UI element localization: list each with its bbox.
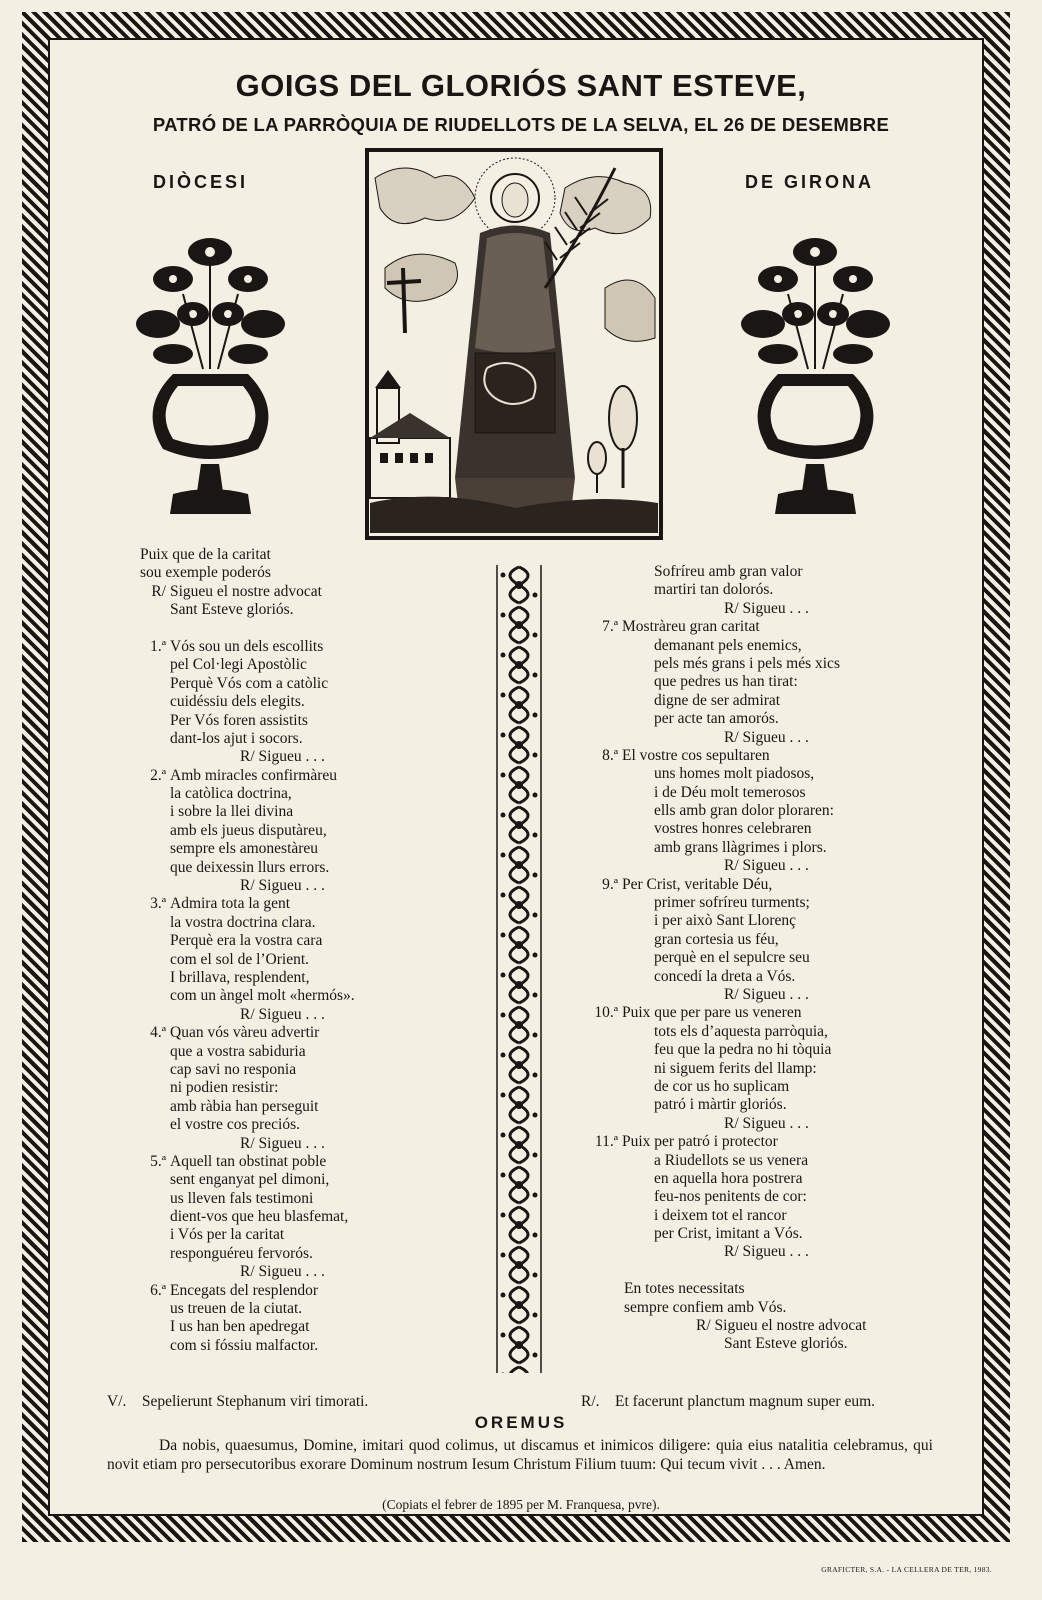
verse-text: Sant Esteve gloriós. xyxy=(170,601,294,619)
flower-vase-right xyxy=(738,234,893,524)
verse-text: R/ Sigueu . . . xyxy=(240,1005,325,1023)
verse-line xyxy=(624,802,866,820)
verse-text: us lleven fals testimoni xyxy=(170,1189,314,1207)
diocese-label-left: DIÒCESI xyxy=(153,172,249,192)
verse-line xyxy=(140,969,355,987)
verse-text: vostres honres celebraren xyxy=(654,820,812,838)
verse-text: Puix per patró i protector xyxy=(622,1133,778,1151)
verse-text: El vostre cos sepultaren xyxy=(622,746,770,764)
verse-line xyxy=(140,583,355,601)
verse-text: amb ràbia han perseguit xyxy=(170,1097,319,1115)
verse-line xyxy=(624,931,866,949)
verse-line xyxy=(624,1262,866,1280)
verse-text: per Crist, imitant a Vós. xyxy=(654,1225,803,1243)
verse-line xyxy=(140,895,355,913)
verse-number: 4.ª xyxy=(150,1024,166,1042)
verse-line xyxy=(594,1004,866,1022)
verse-text: Encegats del resplendor xyxy=(170,1281,319,1299)
verse-line xyxy=(140,859,355,877)
verse-line xyxy=(140,803,355,821)
verse-line xyxy=(140,601,355,619)
page-subtitle: PATRÓ DE LA PARRÒQUIA DE RIUDELLOTS DE LA SELVA, EL 26 DE DESEMBRE xyxy=(152,114,890,135)
verse-line xyxy=(624,710,866,728)
diocese-label-right: DE GIRONA xyxy=(745,172,875,192)
verse-text: Amb miracles confirmàreu xyxy=(170,766,337,784)
verse-line xyxy=(140,730,355,748)
verse-text: cap savi no responia xyxy=(170,1060,297,1078)
verse-line xyxy=(140,748,355,766)
verse-line xyxy=(140,1263,355,1281)
verse-line xyxy=(624,1078,866,1096)
verse-line xyxy=(624,1243,866,1261)
verse-text: dant-los ajut i socors. xyxy=(170,729,303,747)
verse-text: de cor us ho suplicam xyxy=(654,1077,790,1095)
verse-text: R/ Sigueu . . . xyxy=(724,1114,809,1132)
verse-text: el vostre cos preciós. xyxy=(170,1116,300,1134)
verse-line xyxy=(624,1060,866,1078)
verse-line xyxy=(624,1188,866,1206)
verse-number: 6.ª xyxy=(150,1281,166,1299)
verse-text: En totes necessitats xyxy=(624,1280,745,1298)
versicle-r-text: Et facerunt planctum magnum super eum. xyxy=(615,1393,876,1410)
oremus-heading: OREMUS xyxy=(474,1413,568,1432)
verse-text: Sofríreu amb gran valor xyxy=(654,563,803,580)
verse-text: Vós sou un dels escollits xyxy=(170,637,324,655)
verse-text: concedí la dreta a Vós. xyxy=(654,967,796,985)
verse-text: us treuen de la ciutat. xyxy=(170,1300,303,1318)
verse-text: gran cortesia us féu, xyxy=(654,930,779,948)
verse-text: com un àngel molt «hermós». xyxy=(170,987,355,1005)
verse-text: digne de ser admirat xyxy=(654,691,781,709)
verse-text: que a vostra sabiduria xyxy=(170,1042,306,1060)
verse-text: primer sofríreu turments; xyxy=(654,894,810,912)
verse-line xyxy=(140,638,355,656)
verse-text: uns homes molt piadosos, xyxy=(654,765,815,783)
verse-line xyxy=(140,1226,355,1244)
verse-line xyxy=(624,894,866,912)
verse-text: pel Col·legi Apostòlic xyxy=(170,656,307,674)
verse-number: 2.ª xyxy=(150,766,166,784)
verse-line xyxy=(624,637,866,655)
verse-text: amb grans llàgrimes i plors. xyxy=(654,838,827,856)
verse-line xyxy=(140,1300,355,1318)
verse-number: 7.ª xyxy=(602,618,618,636)
verse-line xyxy=(140,822,355,840)
verse-text: Puix que de la caritat xyxy=(140,546,271,563)
verse-text: ni siguem ferits del llamp: xyxy=(654,1059,817,1077)
verse-line xyxy=(140,1116,355,1134)
verse-line xyxy=(140,1318,355,1336)
verse-line xyxy=(140,1061,355,1079)
verse-text: sou exemple poderós xyxy=(140,564,271,582)
verse-line xyxy=(624,1152,866,1170)
verse-line xyxy=(140,785,355,803)
page-title: GOIGS DEL GLORIÓS SANT ESTEVE, xyxy=(235,68,807,103)
verse-text: R/ Sigueu . . . xyxy=(724,857,809,875)
versicle-v-label: V/. xyxy=(107,1393,127,1410)
verse-line xyxy=(624,729,866,747)
verse-line xyxy=(624,839,866,857)
verse-text: la vostra doctrina clara. xyxy=(170,913,316,931)
verse-line xyxy=(140,1153,355,1171)
verse-line xyxy=(624,1207,866,1225)
verse-line xyxy=(624,1335,866,1353)
verse-text: I us han ben apedregat xyxy=(170,1318,310,1336)
verse-line xyxy=(624,912,866,930)
verse-number: 10.ª xyxy=(594,1004,618,1022)
verse-number: 9.ª xyxy=(602,875,618,893)
verse-text: ells amb gran dolor ploraren: xyxy=(654,802,834,820)
verse-text: feu que la pedra no hi tòquia xyxy=(654,1041,832,1059)
verse-number: 8.ª xyxy=(602,746,618,764)
verse-text: cuidéssiu dels elegits. xyxy=(170,693,305,711)
verse-text: responguéreu fervorós. xyxy=(170,1244,313,1262)
verse-text: en aquella hora postrera xyxy=(654,1169,803,1187)
verse-line xyxy=(140,564,355,582)
verse-text: I brillava, resplendent, xyxy=(170,968,310,986)
verse-line xyxy=(140,656,355,674)
verse-text: Puix que per pare us veneren xyxy=(622,1004,802,1022)
verse-text: tots els d’aquesta parròquia, xyxy=(654,1022,828,1040)
verse-line xyxy=(624,673,866,691)
verse-text: i per això Sant Llorenç xyxy=(654,912,797,930)
verse-line xyxy=(624,655,866,673)
ornamental-divider xyxy=(493,565,545,1373)
verse-text: dient-vos que heu blasfemat, xyxy=(170,1208,349,1226)
verse-line xyxy=(140,546,355,564)
versicle-r-label: R/. xyxy=(581,1393,600,1410)
versicle-r xyxy=(581,1393,875,1411)
verse-line xyxy=(624,857,866,875)
verse-text: amb els jueus disputàreu, xyxy=(170,821,327,839)
verse-line xyxy=(624,1317,866,1335)
verse-line xyxy=(624,820,866,838)
verse-line xyxy=(624,1225,866,1243)
verse-text: R/ Sigueu . . . xyxy=(724,985,809,1003)
verse-text: la catòlica doctrina, xyxy=(170,785,292,803)
verse-line xyxy=(140,675,355,693)
versicle-v xyxy=(107,1393,368,1411)
verse-line xyxy=(624,968,866,986)
verse-line xyxy=(140,932,355,950)
verse-number: 1.ª xyxy=(150,637,166,655)
verse-text: martiri tan dolorós. xyxy=(654,581,774,599)
verse-line xyxy=(624,949,866,967)
verse-text: patró i màrtir gloriós. xyxy=(654,1096,787,1114)
verse-number: R/ xyxy=(151,582,166,600)
verse-text: que deixessin llurs errors. xyxy=(170,858,330,876)
verse-text: R/ Sigueu . . . xyxy=(724,1243,809,1261)
verse-text: Sant Esteve gloriós. xyxy=(724,1335,848,1353)
verse-text: sent enganyat pel dimoni, xyxy=(170,1171,330,1189)
verse-text: Quan vós vàreu advertir xyxy=(170,1024,320,1042)
verse-text: perquè en el sepulcre seu xyxy=(654,949,810,967)
verse-line xyxy=(624,1115,866,1133)
verse-line xyxy=(624,581,866,599)
verse-text: i deixem tot el rancor xyxy=(654,1206,787,1224)
verse-line xyxy=(140,767,355,785)
verse-text: per acte tan amorós. xyxy=(654,710,779,728)
verse-line xyxy=(140,914,355,932)
verse-line xyxy=(140,693,355,711)
verse-text: Mostràreu gran caritat xyxy=(622,618,760,636)
verse-line xyxy=(624,600,866,618)
verse-text: Admira tota la gent xyxy=(170,895,291,913)
verse-line xyxy=(140,1043,355,1061)
verse-line xyxy=(140,1098,355,1116)
verse-line xyxy=(624,563,866,581)
verse-text: feu-nos penitents de cor: xyxy=(654,1188,807,1206)
verse-line xyxy=(140,1135,355,1153)
verse-text: i sobre la llei divina xyxy=(170,803,294,821)
verse-line xyxy=(624,1041,866,1059)
verse-text: R/ Sigueu . . . xyxy=(240,1263,325,1281)
verse-line xyxy=(624,1280,866,1298)
verse-line xyxy=(140,987,355,1005)
verse-line xyxy=(624,765,866,783)
verse-line xyxy=(140,1208,355,1226)
verse-line xyxy=(140,1171,355,1189)
verse-line xyxy=(624,784,866,802)
verse-line xyxy=(624,1170,866,1188)
verse-text: Aquell tan obstinat poble xyxy=(170,1152,327,1170)
verse-line xyxy=(140,712,355,730)
verse-text: i Vós per la caritat xyxy=(170,1226,285,1244)
verse-text: pels més grans i pels més xics xyxy=(654,654,840,672)
verse-text: demanant pels enemics, xyxy=(654,636,802,654)
verse-line xyxy=(624,1023,866,1041)
verse-text: R/ Sigueu . . . xyxy=(240,877,325,895)
verse-line xyxy=(140,1024,355,1042)
verse-line xyxy=(624,1096,866,1114)
verse-text: Per Crist, veritable Déu, xyxy=(622,875,773,893)
verse-line xyxy=(602,618,866,636)
verse-text: R/ Sigueu . . . xyxy=(724,728,809,746)
verse-line xyxy=(624,986,866,1004)
verse-line xyxy=(624,692,866,710)
verse-line xyxy=(140,1282,355,1300)
verse-line xyxy=(594,1133,866,1151)
verse-text: R/ Sigueu . . . xyxy=(240,1134,325,1152)
verse-text: que pedres us han tirat: xyxy=(654,673,798,691)
right-verses xyxy=(594,563,867,1354)
verse-line xyxy=(140,620,355,638)
verse-text: sempre els amonestàreu xyxy=(170,840,319,858)
printer-imprint: GRAFICTER, S.A. - LA CELLERA DE TER, 1983. xyxy=(821,1565,992,1574)
oremus-prayer: Da nobis, quaesumus, Domine, imitari quod colimus, ut discamus et inimicos diligere: quia eius natalitia celebramus, qui novit etiam pro persecutoribus exorare Dominum nostrum Iesum Christum Filium tuum: Qui tecum vivit . . . Amen. xyxy=(107,1437,933,1473)
saint-stephen-woodcut xyxy=(365,148,663,540)
verse-line xyxy=(140,1245,355,1263)
verse-text: ni podien resistir: xyxy=(170,1079,279,1097)
versicle-v-text: Sepelierunt Stephanum viri timorati. xyxy=(141,1393,369,1410)
verse-text: com si fóssiu malfactor. xyxy=(170,1336,319,1354)
verse-text: Per Vós foren assistits xyxy=(170,711,308,729)
verse-text: R/ Sigueu . . . xyxy=(724,599,809,617)
verse-line xyxy=(140,1337,355,1355)
verse-line xyxy=(602,875,866,894)
verse-text: a Riudellots se us venera xyxy=(654,1151,809,1169)
verse-text: sempre confiem amb Vós. xyxy=(624,1298,787,1316)
verse-line xyxy=(140,951,355,969)
flower-vase-left xyxy=(133,234,288,524)
verse-line xyxy=(140,1006,355,1024)
verse-line xyxy=(602,746,866,765)
verse-line xyxy=(140,877,355,895)
verse-number: 11.ª xyxy=(594,1133,618,1151)
verse-line xyxy=(140,840,355,858)
verse-text: R/ Sigueu . . . xyxy=(240,748,325,766)
verse-line xyxy=(624,1299,866,1317)
verse-line xyxy=(140,1079,355,1097)
verse-line xyxy=(140,1190,355,1208)
copy-note: (Copiats el febrer de 1895 per M. Franquesa, pvre). xyxy=(382,1497,660,1512)
verse-text: Sigueu el nostre advocat xyxy=(170,582,322,600)
verse-text: com el sol de l’Orient. xyxy=(170,950,310,968)
verse-text: R/ Sigueu el nostre advocat xyxy=(696,1317,867,1335)
verse-number: 3.ª xyxy=(150,895,166,913)
verse-text: i de Déu molt temerosos xyxy=(654,783,806,801)
left-verses xyxy=(140,546,355,1355)
verse-number: 5.ª xyxy=(150,1152,166,1170)
verse-text: Perquè era la vostra cara xyxy=(170,932,323,950)
verse-text: Perquè Vós com a catòlic xyxy=(170,674,329,692)
